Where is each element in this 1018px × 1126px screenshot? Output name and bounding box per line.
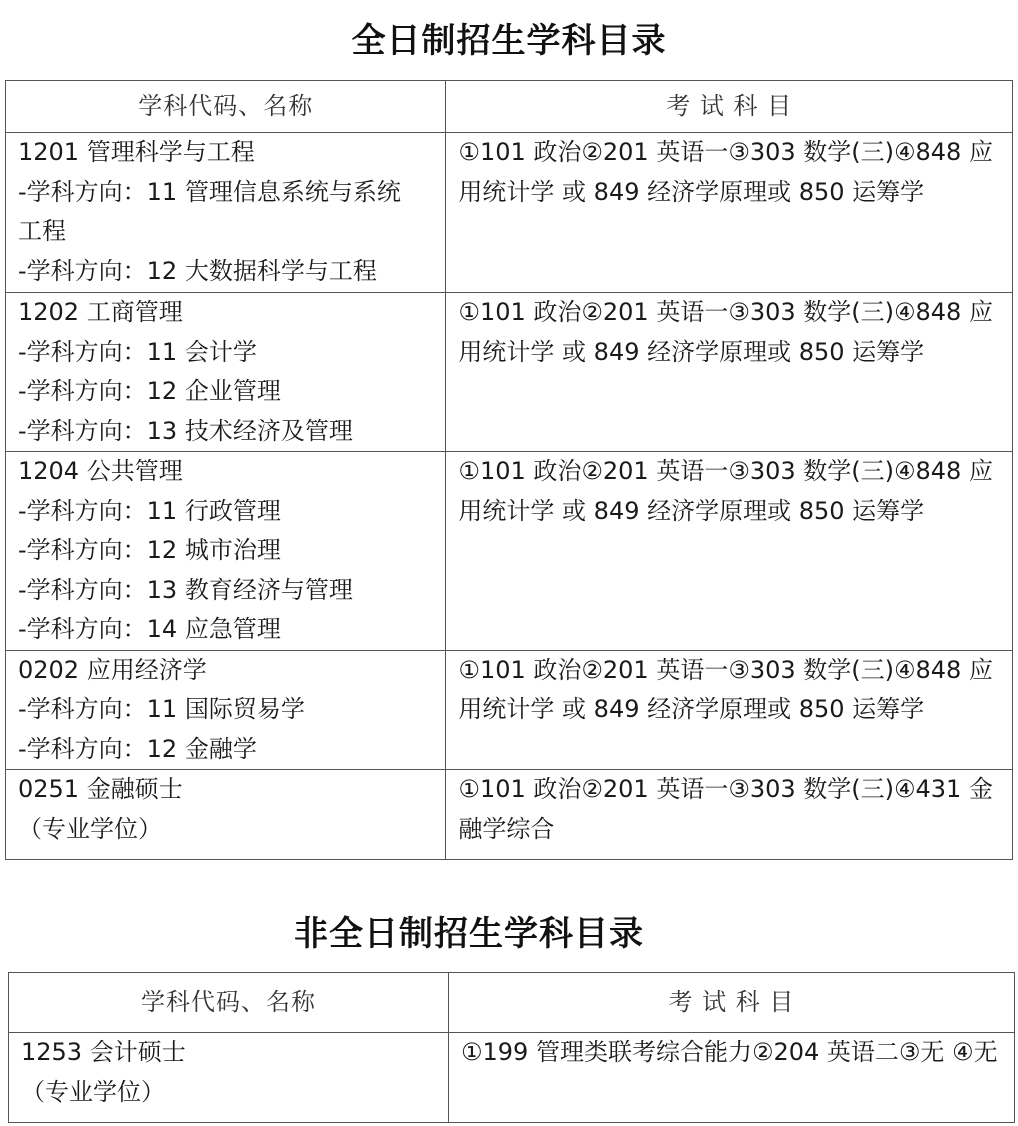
table-row bbox=[6, 133, 1013, 293]
table-row bbox=[6, 650, 1013, 770]
table-row bbox=[6, 293, 1013, 452]
subject-cell bbox=[6, 452, 446, 651]
exam-column-header: 考 试 科 目 bbox=[446, 81, 1013, 133]
subject-cell bbox=[9, 1033, 449, 1123]
fulltime-catalog-title: 全日制招生学科目录 bbox=[351, 21, 667, 61]
exam-cell bbox=[446, 770, 1013, 860]
exam-cell bbox=[446, 650, 1013, 770]
subject-line: -学科方向：13 教育经济与管理 bbox=[18, 575, 353, 604]
exam-text: ①101 政治②201 英语一③303 数学(三)④848 应用统计学 或 849 经济学原理或 850 运筹学 bbox=[458, 655, 993, 723]
table-row bbox=[9, 1033, 1015, 1123]
subject-line: -学科方向：11 行政管理 bbox=[18, 496, 281, 525]
subject-cell bbox=[6, 770, 446, 860]
subject-line: 1253 会计硕士 bbox=[21, 1038, 186, 1066]
subject-cell bbox=[6, 293, 446, 452]
exam-text: ①101 政治②201 英语一③303 数学(三)④848 应用统计学 或 849 经济学原理或 850 运筹学 bbox=[458, 138, 993, 206]
parttime-catalog-table bbox=[8, 972, 1015, 1123]
exam-column-header: 考 试 科 目 bbox=[449, 973, 1015, 1033]
subject-line: -学科方向：11 管理信息系统与系统 bbox=[18, 177, 401, 206]
parttime-catalog-title: 非全日制招生学科目录 bbox=[294, 914, 644, 954]
subject-line: 1202 工商管理 bbox=[18, 298, 183, 326]
subject-line: -学科方向：12 金融学 bbox=[18, 734, 257, 763]
subject-cell bbox=[6, 650, 446, 770]
exam-text: ①101 政治②201 英语一③303 数学(三)④848 应用统计学 或 849 经济学原理或 850 运筹学 bbox=[458, 298, 993, 366]
subject-line: 0251 金融硕士 bbox=[18, 775, 183, 803]
fulltime-catalog-table bbox=[5, 80, 1013, 860]
subject-cell bbox=[6, 133, 446, 293]
table-header-row bbox=[6, 81, 1013, 133]
exam-text: ①101 政治②201 英语一③303 数学(三)④431 金融学综合 bbox=[458, 775, 993, 843]
table-row bbox=[6, 770, 1013, 860]
subject-line: （专业学位） bbox=[18, 814, 162, 843]
table-header-row bbox=[9, 973, 1015, 1033]
subject-column-header: 学科代码、名称 bbox=[6, 81, 446, 133]
subject-line: -学科方向：12 城市治理 bbox=[18, 536, 281, 564]
table-row bbox=[6, 452, 1013, 651]
subject-line: -学科方向：13 技术经济及管理 bbox=[18, 416, 353, 445]
exam-cell bbox=[446, 293, 1013, 452]
subject-line: （专业学位） bbox=[21, 1077, 165, 1106]
exam-text: ①101 政治②201 英语一③303 数学(三)④848 应用统计学 或 849 经济学原理或 850 运筹学 bbox=[458, 457, 993, 525]
exam-cell bbox=[446, 452, 1013, 651]
subject-line: -学科方向：11 会计学 bbox=[18, 337, 257, 366]
subject-line: -学科方向：12 大数据科学与工程 bbox=[18, 256, 377, 285]
exam-cell bbox=[449, 1033, 1015, 1123]
subject-line: -学科方向：11 国际贸易学 bbox=[18, 695, 305, 723]
exam-cell bbox=[446, 133, 1013, 293]
subject-line: -学科方向：12 企业管理 bbox=[18, 377, 281, 405]
subject-column-header: 学科代码、名称 bbox=[9, 973, 449, 1033]
subject-line: 1201 管理科学与工程 bbox=[18, 138, 255, 166]
subject-line: 0202 应用经济学 bbox=[18, 655, 207, 684]
subject-line: -学科方向：14 应急管理 bbox=[18, 615, 281, 643]
subject-line: 工程 bbox=[18, 217, 66, 245]
subject-line: 1204 公共管理 bbox=[18, 457, 183, 485]
exam-text: ①199 管理类联考综合能力②204 英语二③无 ④无 bbox=[461, 1038, 998, 1066]
